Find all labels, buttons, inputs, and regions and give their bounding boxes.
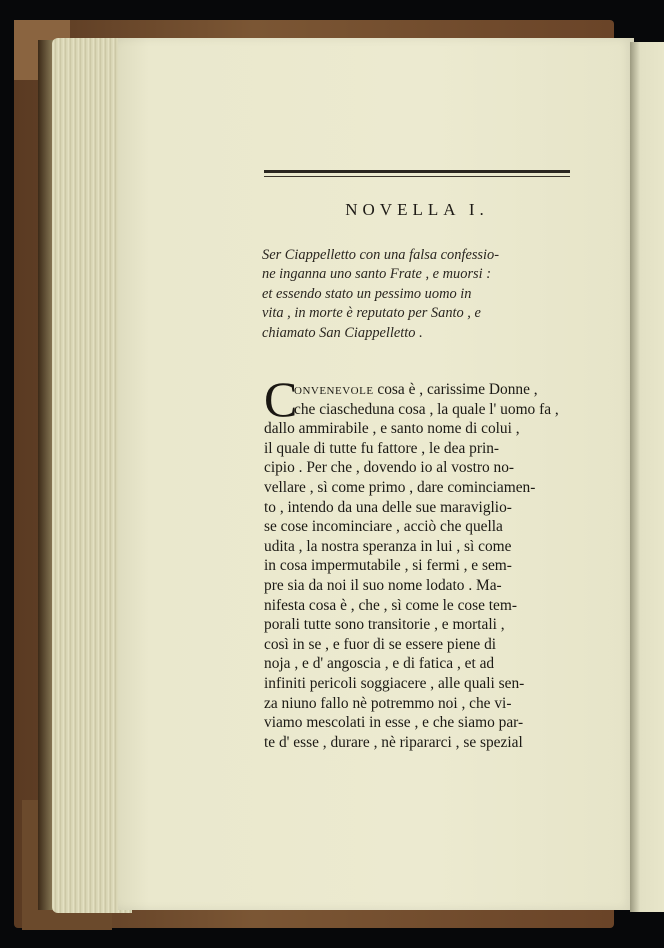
summary-line: vita , in morte è reputato per Santo , e xyxy=(262,305,481,322)
body-line: cipio . Per che , dovendo io al vostro no- xyxy=(264,459,515,477)
header-rule xyxy=(264,170,570,173)
body-line: noja , e d' angoscia , e di fatica , et ad xyxy=(264,655,495,673)
first-line-rest: cosa è , carissime Donne , xyxy=(373,381,538,398)
next-page xyxy=(630,42,664,912)
body-line: za niuno fallo nè potremmo noi , che vi- xyxy=(264,694,512,712)
summary-line: Ser Ciappelletto con una falsa confessio- xyxy=(262,247,500,263)
summary-line: et essendo stato un pessimo uomo in xyxy=(262,285,472,302)
drop-cap: C xyxy=(264,371,298,427)
header-rule-thin xyxy=(264,176,570,177)
body-line: udita , la nostra speranza in lui , sì come xyxy=(264,537,512,555)
body-line: nifesta cosa è , che , sì come le cose tem- xyxy=(264,596,517,614)
body-line: vellare , sì come primo , dare cominciamen- xyxy=(264,478,536,496)
body-line: così in se , e fuor di se essere piene di xyxy=(264,635,497,653)
body-line: to , intendo da una delle sue maraviglio- xyxy=(264,498,512,516)
body-line: pre sia da noi il suo nome lodato . Ma- xyxy=(264,576,502,594)
chapter-summary xyxy=(262,246,576,343)
summary-line: ne inganna uno santo Frate , e muorsi : xyxy=(262,266,492,283)
first-word: onvenevole xyxy=(294,381,374,398)
body-line xyxy=(264,380,582,400)
body-line: viamo mescolati in esse , e che siamo par- xyxy=(264,714,524,732)
body-line: se cose incominciare , acciò che quella xyxy=(264,518,503,536)
body-line: dallo ammirabile , e santo nome di colui , xyxy=(264,420,520,438)
body-line: in cosa impermutabile , si fermi , e sem- xyxy=(264,557,512,575)
body-text xyxy=(264,371,582,752)
body-line: porali tutte sono transitorie , e mortali , xyxy=(264,616,505,634)
body-line: che ciascheduna cosa , la quale l' uomo fa , xyxy=(294,400,559,418)
chapter-heading: NOVELLA I. xyxy=(345,200,489,219)
body-line: il quale di tutte fu fattore , le dea prin- xyxy=(264,439,500,457)
body-line: te d' esse , durare , nè ripararci , se spezial xyxy=(264,733,523,751)
summary-line: chiamato San Ciappelletto . xyxy=(262,324,423,341)
body-line: infiniti pericoli soggiacere , alle quali sen- xyxy=(264,674,525,692)
